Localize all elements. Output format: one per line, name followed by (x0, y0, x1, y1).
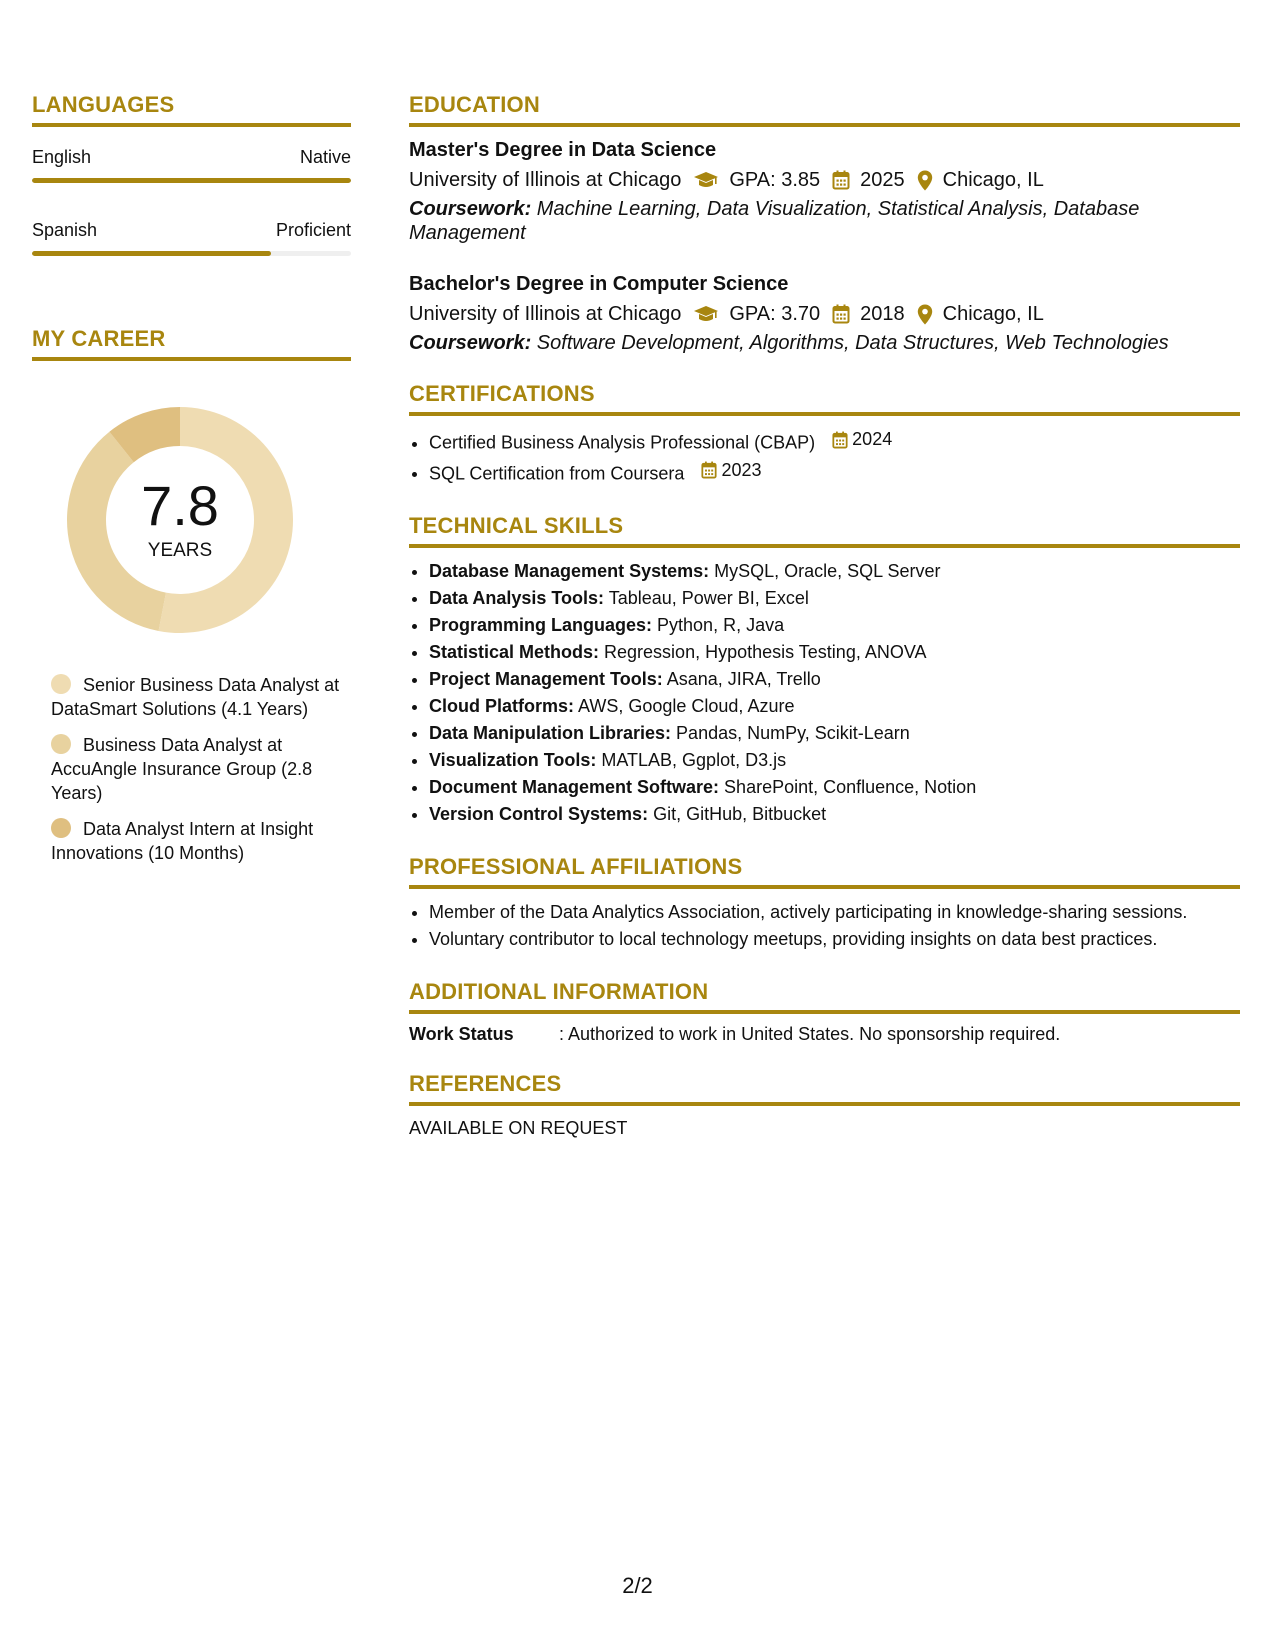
certification-date (701, 457, 761, 484)
location-pin-icon (917, 170, 933, 191)
career-role-label: Data Analyst Intern at Insight Innovations (10 Months) (51, 819, 314, 863)
certifications-list (409, 426, 1240, 487)
skill-value: AWS, Google Cloud, Azure (574, 696, 795, 716)
career-section (32, 326, 351, 865)
coursework-label: Coursework: (409, 332, 532, 354)
certification-item (429, 426, 1240, 457)
language-name: English (32, 147, 92, 167)
technical-skills-title: TECHNICAL SKILLS (409, 513, 1240, 548)
career-donut-chart (65, 405, 295, 635)
skill-value: Python, R, Java (652, 615, 785, 635)
skill-item (429, 747, 1240, 774)
education-item (409, 271, 1240, 355)
skill-label: Visualization Tools: (429, 750, 597, 770)
legend-dot-icon (51, 734, 71, 754)
certifications-section (409, 381, 1240, 487)
coursework (409, 197, 1240, 245)
career-legend-item (51, 673, 341, 721)
certification-item (429, 457, 1240, 488)
language-item (32, 147, 351, 183)
gpa: GPA: 3.85 (729, 169, 821, 191)
school-name: University of Illinois at Chicago (409, 169, 682, 191)
technical-skills-section (409, 513, 1240, 828)
skill-item (429, 612, 1240, 639)
affiliations-list (409, 899, 1240, 953)
skill-value: MySQL, Oracle, SQL Server (709, 561, 941, 581)
career-legend-item (51, 733, 341, 805)
additional-info-section (409, 979, 1240, 1045)
calendar-icon (832, 304, 850, 324)
calendar-icon (832, 170, 850, 190)
skill-label: Statistical Methods: (429, 642, 600, 662)
coursework-list: Machine Learning, Data Visualization, Statistical Analysis, Database Management (409, 198, 1140, 244)
coursework-label: Coursework: (409, 198, 532, 220)
skill-item (429, 639, 1240, 666)
certification-name: Certified Business Analysis Professional (CBAP) (429, 432, 816, 453)
graduation-year: 2018 (860, 303, 905, 325)
skills-list (409, 558, 1240, 828)
career-legend (51, 673, 341, 865)
coursework-list: Software Development, Algorithms, Data Structures, Web Technologies (531, 332, 1169, 354)
calendar-icon (701, 461, 717, 479)
affiliations-section (409, 854, 1240, 953)
skill-value: Asana, JIRA, Trello (662, 669, 821, 689)
skill-value: SharePoint, Confluence, Notion (719, 777, 977, 797)
skill-item (429, 774, 1240, 801)
calendar-icon (832, 431, 848, 449)
languages-section (32, 92, 351, 256)
career-role-label: Business Data Analyst at AccuAngle Insurance Group (2.8 Years) (51, 735, 313, 803)
affiliations-title: PROFESSIONAL AFFILIATIONS (409, 854, 1240, 889)
work-status-label: Work Status (409, 1024, 514, 1044)
skill-value: Pandas, NumPy, Scikit-Learn (671, 723, 910, 743)
skill-value: Tableau, Power BI, Excel (604, 588, 809, 608)
language-bar-fill (32, 251, 271, 256)
skill-label: Document Management Software: (429, 777, 720, 797)
school-name: University of Illinois at Chicago (409, 303, 682, 325)
work-status-value: : Authorized to work in United States. No sponsorship required. (559, 1024, 1061, 1044)
skill-item (429, 585, 1240, 612)
language-level: Proficient (275, 220, 351, 240)
languages-title: LANGUAGES (32, 92, 351, 127)
skill-value: Regression, Hypothesis Testing, ANOVA (599, 642, 927, 662)
location-pin-icon (917, 304, 933, 325)
skill-label: Project Management Tools: (429, 669, 663, 689)
affiliation-item: • Member of the Data Analytics Association, actively participating in knowledge-sharing sessions. (429, 899, 1240, 926)
work-status-row (409, 1024, 1240, 1045)
education-title: EDUCATION (409, 92, 1240, 127)
skill-item (429, 720, 1240, 747)
gpa: GPA: 3.70 (729, 303, 821, 325)
skill-label: Version Control Systems: (429, 804, 649, 824)
legend-dot-icon (51, 818, 71, 838)
career-role-label: Senior Business Data Analyst at DataSmart Solutions (4.1 Years) (51, 675, 340, 719)
education-item (409, 137, 1240, 245)
skill-label: Data Analysis Tools: (429, 588, 605, 608)
skill-label: Database Management Systems: (429, 561, 710, 581)
certification-date (832, 426, 892, 453)
page-number: 2/2 (622, 1573, 653, 1598)
degree-title: Master's Degree in Data Science (409, 139, 717, 161)
references-text: AVAILABLE ON REQUEST (409, 1118, 628, 1138)
school-location: Chicago, IL (942, 303, 1044, 325)
coursework (409, 331, 1240, 355)
language-level: Native (299, 147, 351, 167)
skill-item (429, 666, 1240, 693)
legend-dot-icon (51, 674, 71, 694)
degree-title: Bachelor's Degree in Computer Science (409, 273, 789, 295)
education-section (409, 92, 1240, 355)
language-bar (32, 178, 351, 183)
skill-value: Git, GitHub, Bitbucket (648, 804, 827, 824)
school-location: Chicago, IL (942, 169, 1044, 191)
career-title: MY CAREER (32, 326, 351, 361)
certification-year: 2024 (852, 429, 893, 449)
skill-value: MATLAB, Ggplot, D3.js (596, 750, 787, 770)
additional-info-title: ADDITIONAL INFORMATION (409, 979, 1240, 1014)
language-bar-fill (32, 178, 351, 183)
career-total-value: 7.8 (141, 474, 219, 537)
career-total-unit: YEARS (147, 540, 213, 561)
skill-label: Cloud Platforms: (429, 696, 575, 716)
right-column (409, 92, 1240, 1139)
affiliation-item: • Voluntary contributor to local technology meetups, providing insights on data best practices. (429, 926, 1240, 953)
skill-item (429, 693, 1240, 720)
skill-item (429, 558, 1240, 585)
certification-name: SQL Certification from Coursera (429, 463, 685, 483)
skill-label: Data Manipulation Libraries: (429, 723, 672, 743)
certifications-title: CERTIFICATIONS (409, 381, 1240, 416)
references-section (409, 1071, 1240, 1139)
left-column (32, 92, 351, 877)
career-legend-item (51, 817, 341, 865)
graduation-cap-icon (693, 305, 719, 323)
skill-label: Programming Languages: (429, 615, 653, 635)
language-bar (32, 251, 351, 256)
graduation-year: 2025 (860, 169, 905, 191)
language-item (32, 220, 351, 256)
language-name: Spanish (32, 220, 98, 240)
skill-item (429, 801, 1240, 828)
graduation-cap-icon (693, 171, 719, 189)
references-title: REFERENCES (409, 1071, 1240, 1106)
certification-year: 2023 (721, 459, 762, 480)
